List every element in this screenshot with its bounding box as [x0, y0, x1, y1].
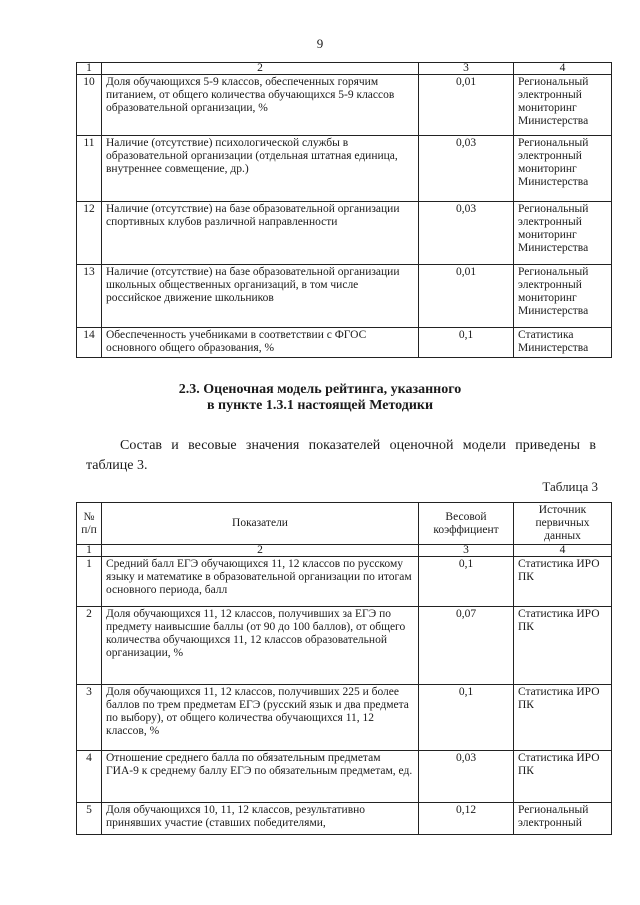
- page-number: 9: [316, 36, 324, 51]
- data-source: Региональный электронный мониторинг Министерства: [514, 265, 612, 328]
- indicator-text: Доля обучающихся 10, 11, 12 классов, результативно принявших участие (ставших победителями,: [102, 803, 419, 835]
- section-heading-line-1: 2.3. Оценочная модель рейтинга, указанного: [178, 382, 462, 397]
- data-source: Региональный электронный: [514, 803, 612, 835]
- column-number: 1: [77, 545, 102, 557]
- column-number: 3: [419, 545, 514, 557]
- row-number: 1: [77, 557, 102, 607]
- row-number: 11: [77, 136, 102, 202]
- table-caption: Таблица 3: [542, 479, 598, 494]
- data-source: Статистика Министерства: [514, 328, 612, 358]
- table-row: [77, 607, 612, 685]
- data-source: Региональный электронный мониторинг Министерства: [514, 75, 612, 136]
- indicators-table-continued: [76, 62, 612, 358]
- section-heading-line-2: в пункте 1.3.1 настоящей Методики: [206, 398, 434, 413]
- table-row: [77, 685, 612, 751]
- indicator-text: Средний балл ЕГЭ обучающихся 11, 12 классов по русскому языку и математике в образовательной организации по итогам основного периода, балл: [102, 557, 419, 607]
- column-number: 2: [102, 63, 419, 75]
- table-row: [77, 265, 612, 328]
- header-indicators: Показатели: [102, 503, 419, 545]
- indicator-text: Отношение среднего балла по обязательным предметам ГИА-9 к среднему баллу ЕГЭ по обязательным предметам, ед.: [102, 751, 419, 803]
- column-number: 4: [514, 63, 612, 75]
- column-number: 2: [102, 545, 419, 557]
- weight-coefficient: 0,1: [419, 328, 514, 358]
- table-row: [77, 202, 612, 265]
- column-number-row: [77, 63, 612, 75]
- data-source: Статистика ИРО ПК: [514, 607, 612, 685]
- row-number: 14: [77, 328, 102, 358]
- data-source: Статистика ИРО ПК: [514, 751, 612, 803]
- header-number: № п/п: [77, 503, 102, 545]
- table-row: [77, 136, 612, 202]
- data-source: Статистика ИРО ПК: [514, 557, 612, 607]
- weight-coefficient: 0,03: [419, 136, 514, 202]
- weight-coefficient: 0,01: [419, 75, 514, 136]
- table-3: [76, 502, 612, 835]
- row-number: 10: [77, 75, 102, 136]
- row-number: 5: [77, 803, 102, 835]
- header-source: Источник первичных данных: [514, 503, 612, 545]
- data-source: Региональный электронный мониторинг Министерства: [514, 136, 612, 202]
- table-row: [77, 75, 612, 136]
- data-source: Статистика ИРО ПК: [514, 685, 612, 751]
- weight-coefficient: 0,03: [419, 751, 514, 803]
- column-number: 4: [514, 545, 612, 557]
- indicator-text: Наличие (отсутствие) психологической службы в образовательной организации (отдельная штатная единица, внутреннее совмещение, др.): [102, 136, 419, 202]
- table-header-row: [77, 503, 612, 545]
- weight-coefficient: 0,03: [419, 202, 514, 265]
- table-row: [77, 751, 612, 803]
- indicator-text: Доля обучающихся 5-9 классов, обеспеченных горячим питанием, от общего количества обучающихся 5-9 классов образовательной организации, %: [102, 75, 419, 136]
- indicator-text: Доля обучающихся 11, 12 классов, получивших за ЕГЭ по предмету наивысшие баллы (от 90 до 100 баллов), от общего количества обучающихся 11, 12 классов образовательной организации, %: [102, 607, 419, 685]
- section-paragraph: Состав и весовые значения показателей оценочной модели приведены в таблице 3.: [86, 438, 596, 473]
- indicator-text: Обеспеченность учебниками в соответствии с ФГОС основного общего образования, %: [102, 328, 419, 358]
- column-number: 3: [419, 63, 514, 75]
- weight-coefficient: 0,1: [419, 557, 514, 607]
- row-number: 12: [77, 202, 102, 265]
- row-number: 4: [77, 751, 102, 803]
- indicator-text: Наличие (отсутствие) на базе образовательной организации школьных общественных организаций, в том числе российское движение школьников: [102, 265, 419, 328]
- row-number: 13: [77, 265, 102, 328]
- weight-coefficient: 0,12: [419, 803, 514, 835]
- column-number-row: [77, 545, 612, 557]
- data-source: Региональный электронный мониторинг Министерства: [514, 202, 612, 265]
- indicator-text: Доля обучающихся 11, 12 классов, получивших 225 и более баллов по трем предметам ЕГЭ (русский язык и два предмета по выбору), от общего количества обучающихся 11, 12 классов, %: [102, 685, 419, 751]
- row-number: 2: [77, 607, 102, 685]
- indicator-text: Наличие (отсутствие) на базе образовательной организации спортивных клубов различной направленности: [102, 202, 419, 265]
- weight-coefficient: 0,01: [419, 265, 514, 328]
- weight-coefficient: 0,07: [419, 607, 514, 685]
- row-number: 3: [77, 685, 102, 751]
- table-row: [77, 557, 612, 607]
- weight-coefficient: 0,1: [419, 685, 514, 751]
- column-number: 1: [77, 63, 102, 75]
- table-row: [77, 803, 612, 835]
- header-weight: Весовой коэффициент: [419, 503, 514, 545]
- table-row: [77, 328, 612, 358]
